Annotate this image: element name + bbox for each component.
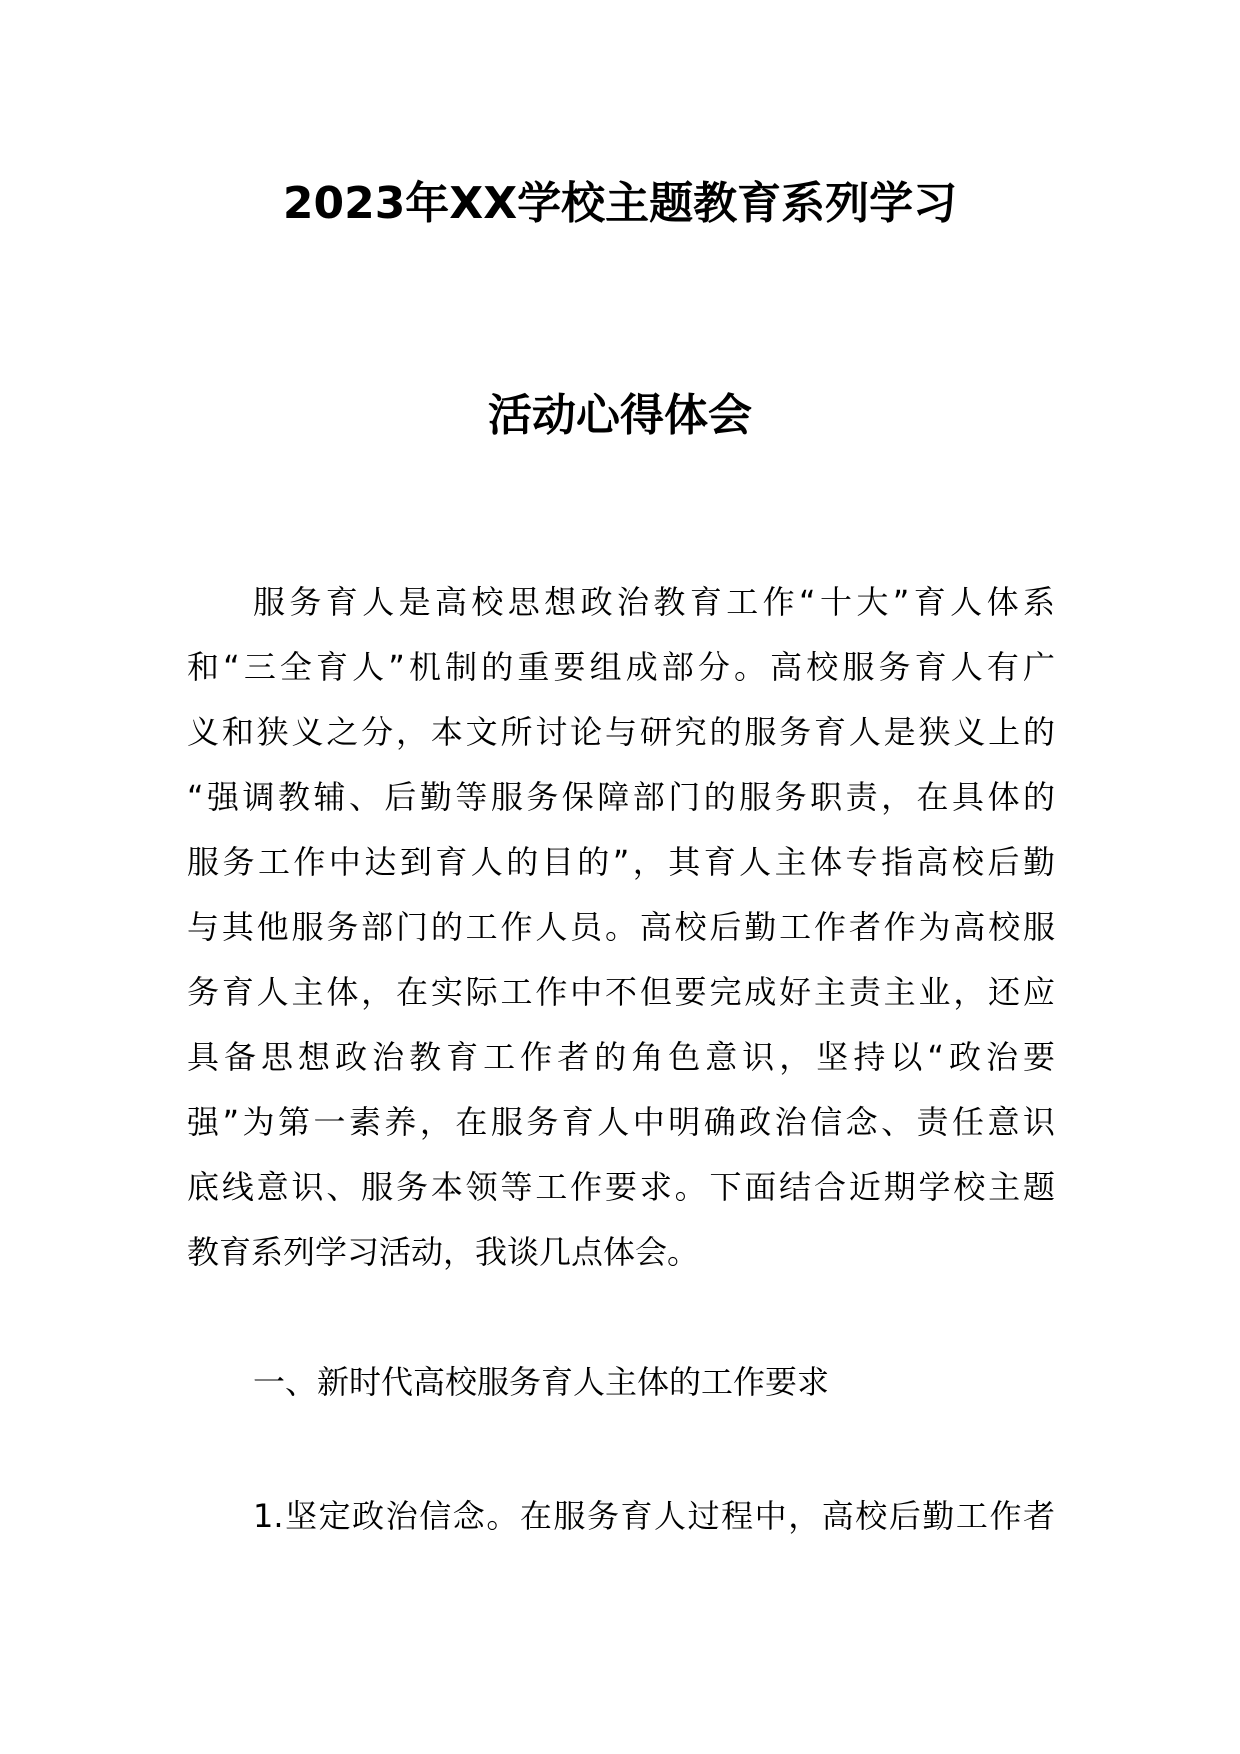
paragraph-line: 教育系列学习活动，我谈几点体会。 <box>187 1233 700 1271</box>
paragraph-line: 义和狭义之分，本文所讨论与研究的服务育人是狭义上的 <box>187 713 1055 751</box>
section-heading: 一、新时代高校服务育人主体的工作要求 <box>253 1363 830 1401</box>
paragraph-line: 服务工作中达到育人的目的”，其育人主体专指高校后勤 <box>187 843 1055 881</box>
paragraph-line: 强”为第一素养，在服务育人中明确政治信念、责任意识 <box>187 1103 1055 1141</box>
paragraph-line: 和“三全育人”机制的重要组成部分。高校服务育人有广 <box>187 648 1055 686</box>
intro-paragraph <box>187 570 1055 1285</box>
paragraph-line: 务育人主体，在实际工作中不但要完成好主责主业，还应 <box>187 973 1055 1011</box>
paragraph-line: 服务育人是高校思想政治教育工作“十大”育人体系 <box>253 583 1055 621</box>
title-line-1: 2023年XX学校主题教育系列学习 <box>282 178 958 229</box>
title-line-2: 活动心得体会 <box>488 390 752 441</box>
paragraph-line: 具备思想政治教育工作者的角色意识，坚持以“政治要 <box>187 1038 1055 1076</box>
paragraph-line: 与其他服务部门的工作人员。高校后勤工作者作为高校服 <box>187 908 1055 946</box>
paragraph-line: 底线意识、服务本领等工作要求。下面结合近期学校主题 <box>187 1168 1055 1206</box>
paragraph-line: “强调教辅、后勤等服务保障部门的服务职责，在具体的 <box>187 778 1055 816</box>
point-1-line: 1.坚定政治信念。在服务育人过程中，高校后勤工作者 <box>253 1497 1055 1535</box>
